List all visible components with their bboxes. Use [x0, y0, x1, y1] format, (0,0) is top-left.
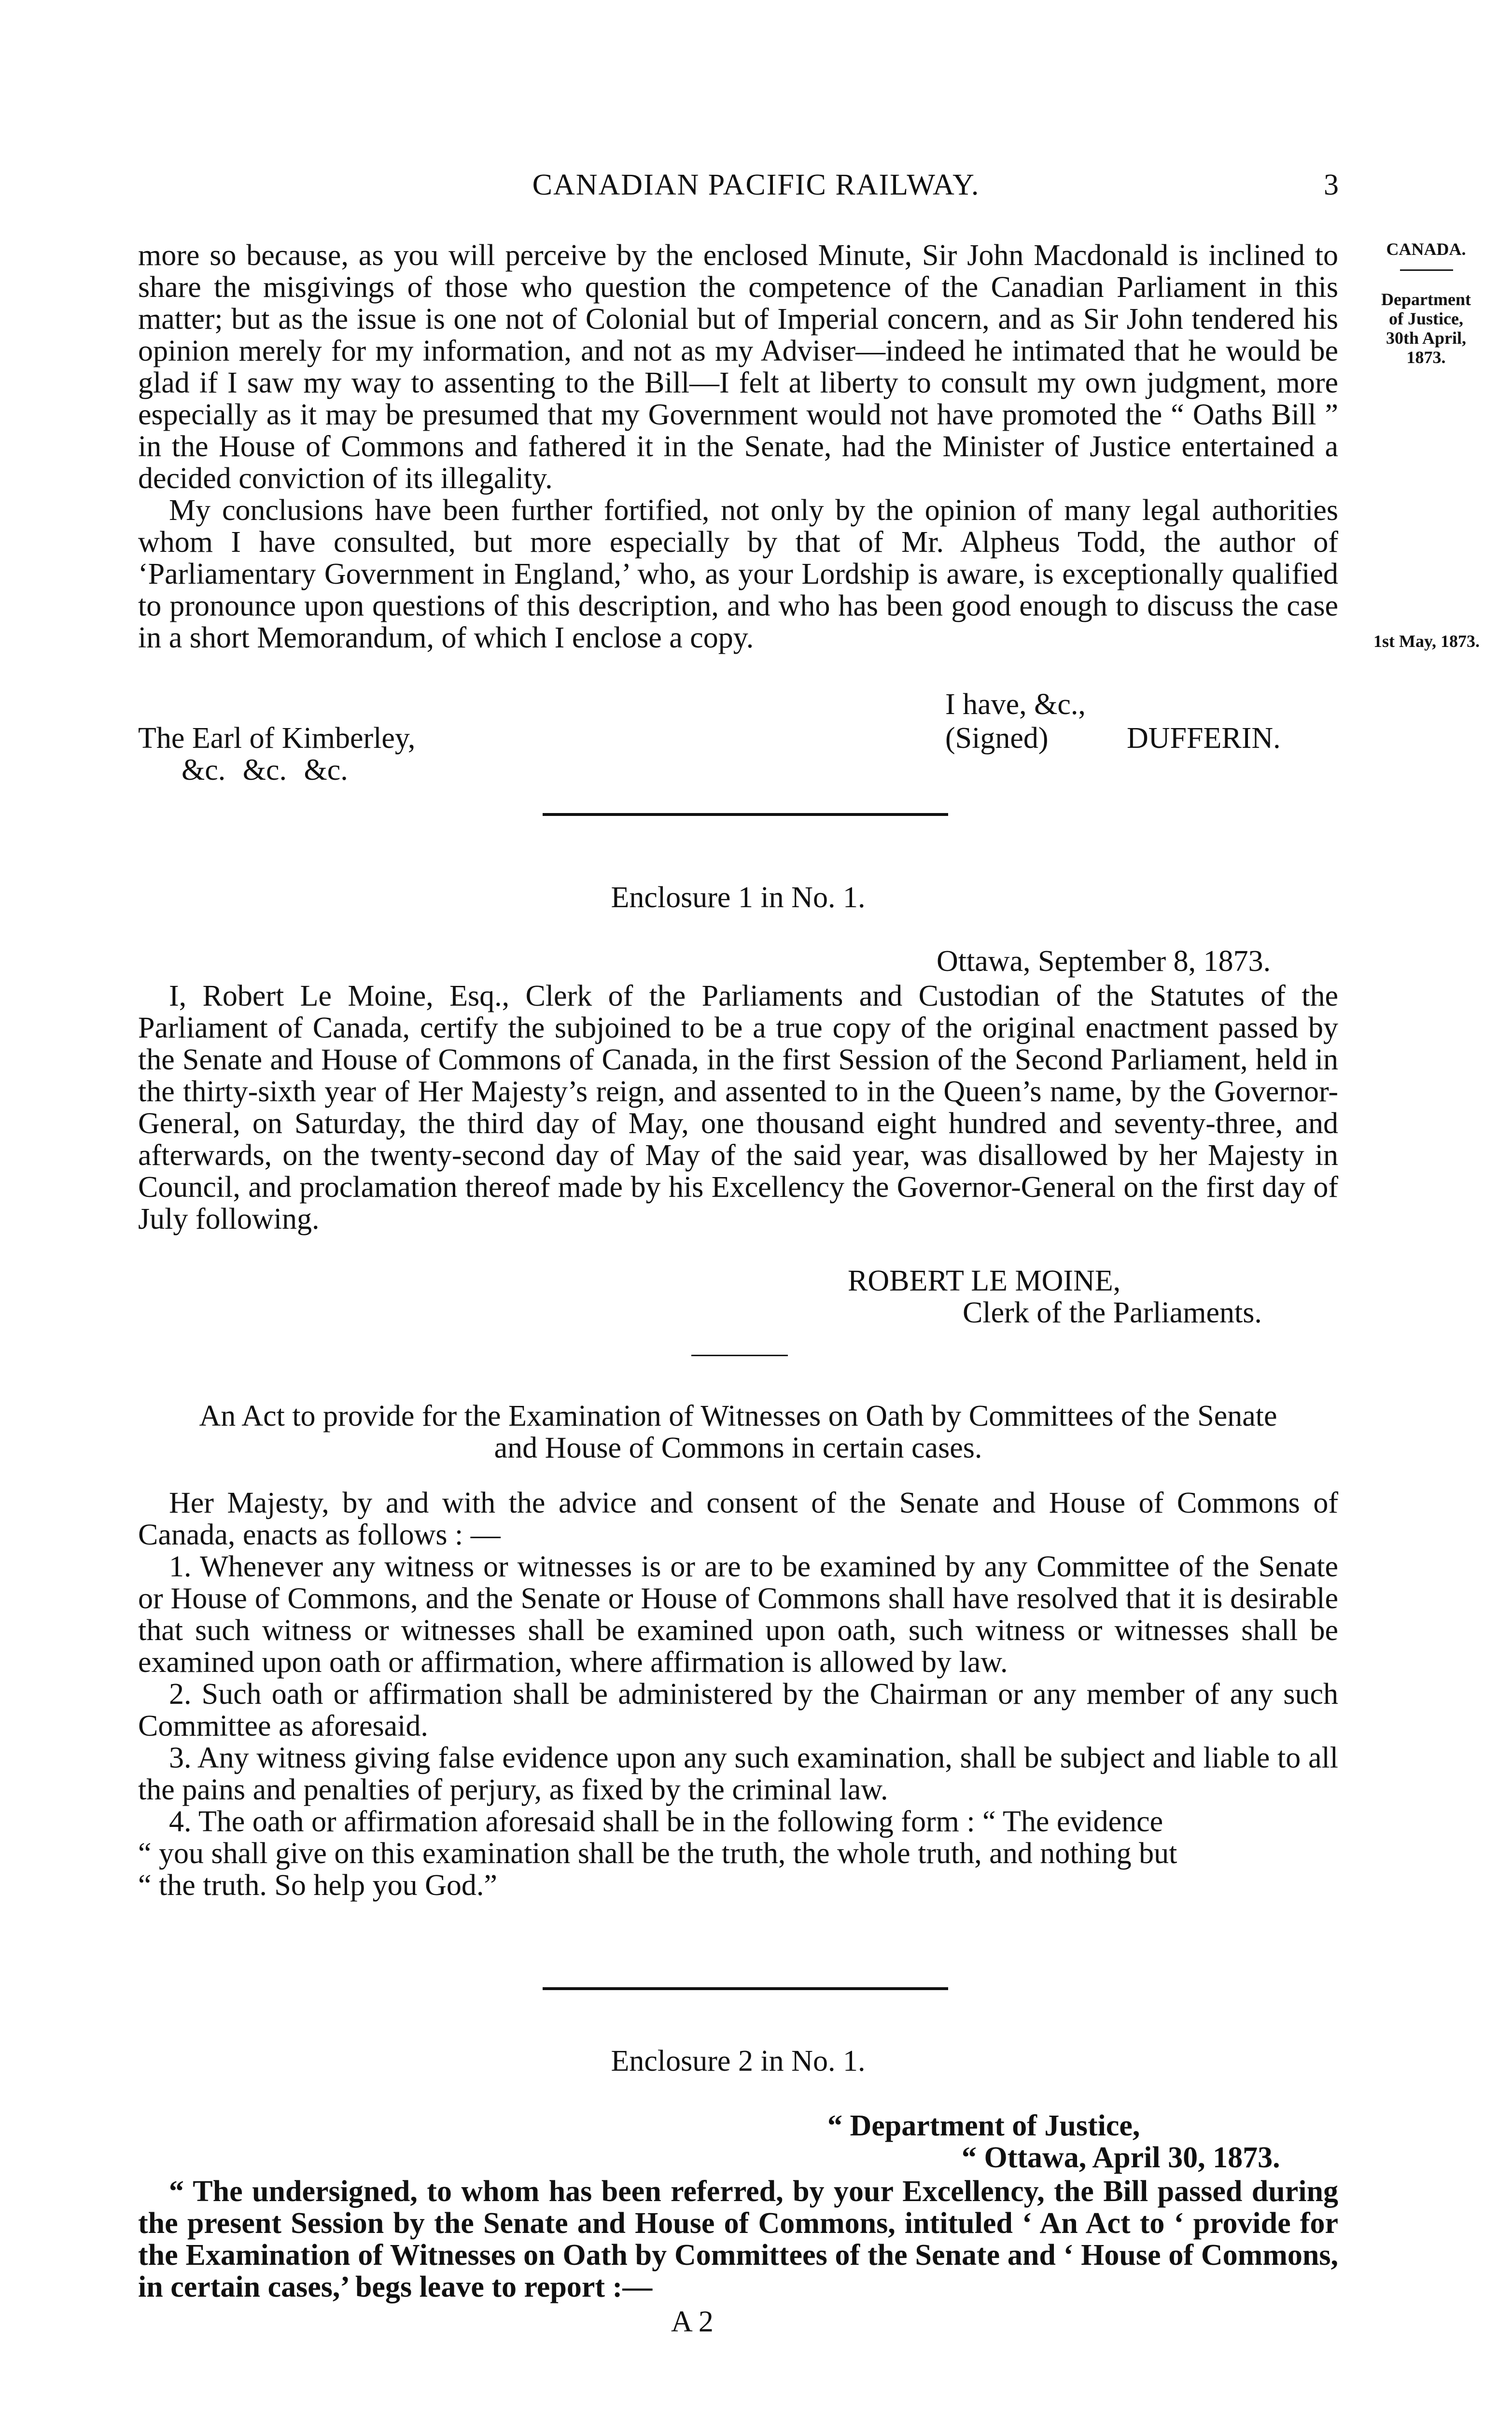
enclosure-1-heading: Enclosure 1 in No. 1. [611, 881, 866, 914]
margin-note-canada: CANADA. [1386, 239, 1466, 259]
letter-addressee-etc: &c. &c. &c. [182, 754, 348, 786]
letter-closing: I have, &c., [945, 688, 1086, 721]
section-divider-2 [691, 1355, 788, 1356]
act-section-4-line-1: 4. The oath or affirmation aforesaid shall be in the following form : “ The evidence [169, 1805, 1163, 1838]
enclosure-1-signature-name: ROBERT LE MOINE, [848, 1264, 1121, 1297]
act-preamble: Her Majesty, by and with the advice and consent of the Senate and House of Commons of Canada, enacts as follows : — [138, 1487, 1338, 1551]
enclosure-2-paragraph: “ The undersigned, to whom has been referred, by your Excellency, the Bill passed during the present Session by the Senate and House of Commons, intituled ‘ An Act to ‘ provide for the Examination of Witnesses on Oath by Committees of the Senate and ‘ House of Commons, in certain cases,’ begs leave to report :— [138, 2175, 1338, 2303]
section-divider-1 [543, 813, 948, 816]
running-title: CANADIAN PACIFIC RAILWAY. [532, 168, 980, 201]
act-section-3: 3. Any witness giving false evidence upon any such examination, shall be subject and liable to all the pains and penalties of perjury, as fixed by the criminal law. [138, 1741, 1338, 1806]
enclosure-2-date: “ Ottawa, April 30, 1873. [962, 2141, 1280, 2174]
margin-note-department [1354, 290, 1498, 367]
margin-note-department-line1: Department [1381, 290, 1471, 309]
letter-paragraph-2: My conclusions have been further fortified, not only by the opinion of many legal authorities whom I have consulted, but more especially by that of Mr. Alpheus Todd, the author of ‘Parliamentary Government in England,’ who, as your Lordship is aware, is exceptionally qualified to pronounce upon questions of this description, and who has been good enough to discuss the case in a short Memorandum, of which I enclose a copy. [138, 494, 1338, 654]
margin-dash [1400, 269, 1453, 271]
letter-body [138, 239, 1338, 654]
act-section-4-line-2: “ you shall give on this examination shall be the truth, the whole truth, and nothing but [138, 1837, 1177, 1870]
margin-note-department-line2: of Justice, [1389, 309, 1463, 328]
enclosure-1-body [138, 980, 1338, 1235]
enclosure-1-paragraph: I, Robert Le Moine, Esq., Clerk of the Parliaments and Custodian of the Statutes of the Parliament of Canada, certify the subjoined to be a true copy of the original enactment passed by the Senate and House of Commons of Canada, in the first Session of the Second Parliament, held in the thirty-sixth year of Her Majesty’s reign, and assented to in the Queen’s name, by the Governor-General, on Saturday, the third day of May, one thousand eight hundred and seventy-three, and afterwards, on the twenty-second day of May of the said year, was disallowed by her Majesty in Council, and proclamation thereof made by his Excellency the Governor-General on the first day of July following. [138, 980, 1338, 1235]
margin-note-date-may: 1st May, 1873. [1373, 632, 1480, 651]
act-section-4-line-3: “ the truth. So help you God.” [138, 1869, 497, 1902]
letter-paragraph-1: more so because, as you will perceive by the enclosed Minute, Sir John Macdonald is inclined to share the misgivings of those who question the competence of the Canadian Parliament in this matter; but as the issue is one not of Colonial but of Imperial concern, and as Sir John tendered his opinion merely for my information, and not as my Adviser—indeed he intimated that he would be glad if I saw my way to assenting to the Bill—I felt at liberty to consult my own judgment, more especially as it may be presumed that my Government would not have promoted the “ Oaths Bill ” in the House of Commons and fathered it in the Senate, had the Minister of Justice entertained a decided conviction of its illegality. [138, 239, 1338, 495]
act-section-1: 1. Whenever any witness or witnesses is or are to be examined by any Committee of the Senate or House of Commons, and the Senate or House of Commons shall have resolved that it is desirable that such witness or witnesses shall be examined upon oath, such witness or witnesses shall be examined upon oath or affirmation, where affirmation is allowed by law. [138, 1550, 1338, 1679]
section-divider-3 [543, 1987, 948, 1990]
signature-mark: A 2 [671, 2305, 714, 2338]
margin-note-date-line2: 1873. [1406, 348, 1446, 367]
act-body [138, 1487, 1338, 1901]
enclosure-2-body [138, 2175, 1338, 2303]
letter-addressee: The Earl of Kimberley, [138, 722, 416, 755]
enclosure-1-signature-title: Clerk of the Parliaments. [963, 1296, 1262, 1329]
letter-signature: DUFFERIN. [1127, 722, 1281, 755]
enclosure-1-dateline: Ottawa, September 8, 1873. [937, 945, 1271, 978]
act-title-line-1: An Act to provide for the Examination of Witnesses on Oath by Committees of the Senate [199, 1400, 1277, 1432]
act-section-2: 2. Such oath or affirmation shall be administered by the Chairman or any member of any such Committee as aforesaid. [138, 1678, 1338, 1742]
margin-note-date-line1: 30th April, [1386, 328, 1467, 348]
enclosure-2-department: “ Department of Justice, [827, 2109, 1140, 2142]
page-number: 3 [1324, 168, 1339, 201]
enclosure-2-heading: Enclosure 2 in No. 1. [611, 2045, 866, 2077]
act-title-line-2: and House of Commons in certain cases. [494, 1432, 982, 1464]
letter-signed-label: (Signed) [945, 722, 1049, 755]
